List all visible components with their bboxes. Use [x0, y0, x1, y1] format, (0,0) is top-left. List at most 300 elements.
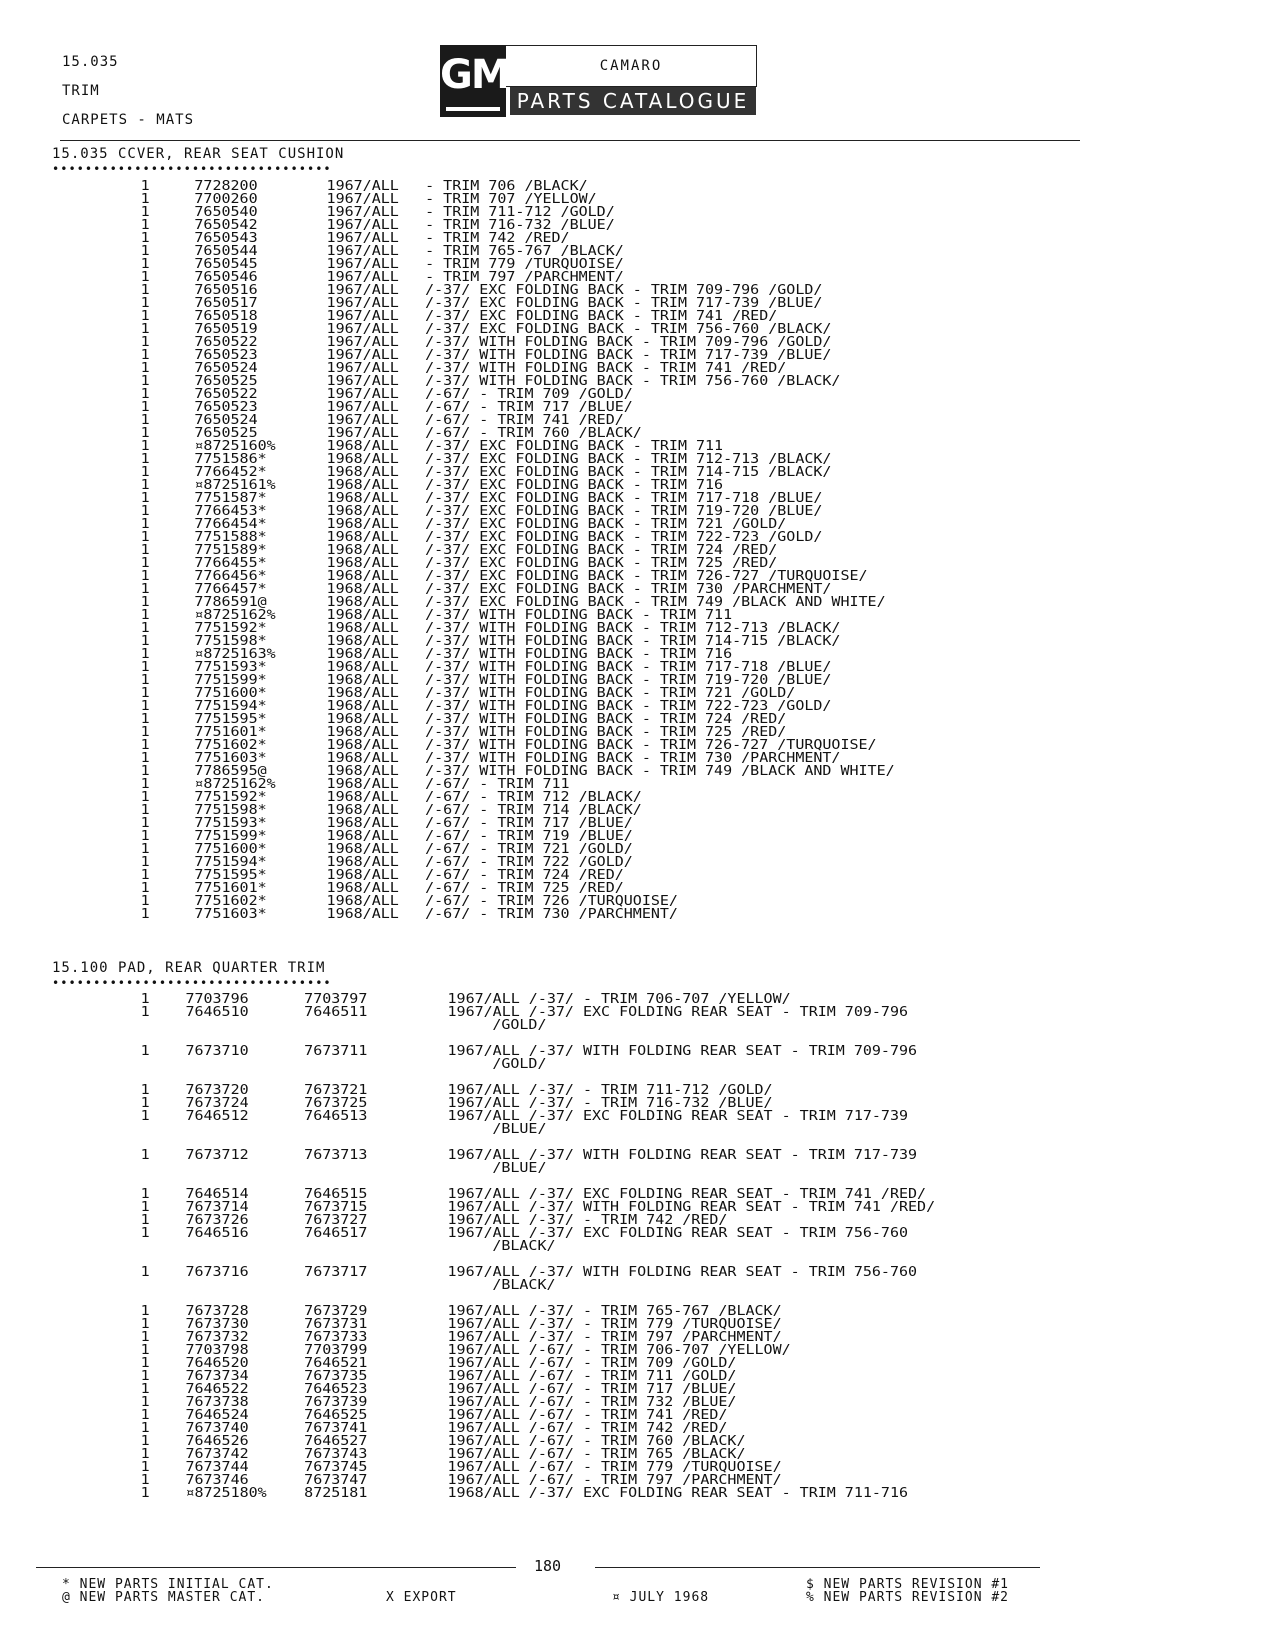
model-year: 1968/ALL — [326, 504, 399, 519]
model-year: 1967/ALL — [326, 270, 399, 285]
part-number: 7786595@ — [194, 764, 267, 779]
description: /-67/ - TRIM 741 /RED/ — [425, 413, 624, 428]
description: /-37/ WITH FOLDING BACK - TRIM 711 — [425, 608, 733, 623]
part-number: 7650543 — [194, 231, 258, 246]
quantity: 1 — [140, 283, 150, 298]
description: 1967/ALL /-67/ - TRIM 717 /BLUE/ — [447, 1382, 737, 1397]
quantity: 1 — [140, 1434, 150, 1449]
description: 1967/ALL /-37/ WITH FOLDING REAR SEAT - TRIM 756-760 — [447, 1265, 918, 1280]
model-year: 1968/ALL — [326, 634, 399, 649]
rh-part-number: 7646527 — [304, 1434, 368, 1449]
model-year: 1968/ALL — [326, 777, 399, 792]
model-year: 1968/ALL — [326, 595, 399, 610]
part-number: ¤8725162% — [194, 777, 276, 792]
description: 1967/ALL /-37/ EXC FOLDING REAR SEAT - TRIM 709-796 — [447, 1005, 909, 1020]
description: /-37/ EXC FOLDING BACK - TRIM 717-739 /BLUE/ — [425, 296, 823, 311]
description: /-37/ WITH FOLDING BACK - TRIM 756-760 /BLACK/ — [425, 374, 841, 389]
part-number: 7650545 — [194, 257, 258, 272]
lh-part-number: 7646526 — [185, 1434, 249, 1449]
rh-part-number: 7673747 — [304, 1473, 368, 1488]
description: 1967/ALL /-67/ - TRIM 741 /RED/ — [447, 1408, 728, 1423]
model-year: 1967/ALL — [326, 244, 399, 259]
part-number: 7650516 — [194, 283, 258, 298]
quantity: 1 — [140, 478, 150, 493]
page-number: 180 — [534, 1557, 562, 1575]
description: /-37/ EXC FOLDING BACK - TRIM 724 /RED/ — [425, 543, 778, 558]
header-section-number: 15.035 — [62, 54, 119, 70]
quantity: 1 — [140, 803, 150, 818]
lh-part-number: ¤8725180% — [185, 1486, 267, 1501]
gm-logo — [440, 45, 509, 117]
model-year: 1968/ALL — [326, 790, 399, 805]
lh-part-number: 7673730 — [185, 1317, 249, 1332]
header-subgroup: CARPETS - MATS — [62, 112, 195, 128]
quantity: 1 — [140, 855, 150, 870]
quantity: 1 — [140, 829, 150, 844]
quantity: 1 — [140, 452, 150, 467]
quantity: 1 — [140, 205, 150, 220]
lh-part-number: 7673712 — [185, 1148, 249, 1163]
part-number: 7751599* — [194, 673, 267, 688]
description-continuation: /BLACK/ — [492, 1278, 556, 1293]
quantity: 1 — [140, 790, 150, 805]
description: /-37/ WITH FOLDING BACK - TRIM 709-796 /GOLD/ — [425, 335, 832, 350]
lh-part-number: 7673742 — [185, 1447, 249, 1462]
quantity: 1 — [140, 673, 150, 688]
quantity: 1 — [140, 1304, 150, 1319]
model-year: 1968/ALL — [326, 764, 399, 779]
model-year: 1968/ALL — [326, 621, 399, 636]
quantity: 1 — [140, 322, 150, 337]
description-continuation: /BLUE/ — [492, 1161, 547, 1176]
part-number: 7751586* — [194, 452, 267, 467]
quantity: 1 — [140, 530, 150, 545]
model-year: 1968/ALL — [326, 868, 399, 883]
quantity: 1 — [140, 1395, 150, 1410]
model-year: 1967/ALL — [326, 335, 399, 350]
lh-part-number: 7673720 — [185, 1083, 249, 1098]
part-number: 7751593* — [194, 816, 267, 831]
quantity: 1 — [140, 1356, 150, 1371]
description: 1967/ALL /-37/ - TRIM 716-732 /BLUE/ — [447, 1096, 773, 1111]
model-year: 1967/ALL — [326, 348, 399, 363]
description: /-37/ EXC FOLDING BACK - TRIM 756-760 /BLACK/ — [425, 322, 832, 337]
part-number: 7766455* — [194, 556, 267, 571]
section-title-15100: 15.100 PAD, REAR QUARTER TRIM — [52, 960, 326, 976]
description: 1967/ALL /-67/ - TRIM 709 /GOLD/ — [447, 1356, 737, 1371]
part-number: 7766456* — [194, 569, 267, 584]
part-number: 7751600* — [194, 842, 267, 857]
quantity: 1 — [140, 1109, 150, 1124]
quantity: 1 — [140, 1343, 150, 1358]
description: - TRIM 742 /RED/ — [425, 231, 570, 246]
description: 1967/ALL /-37/ EXC FOLDING REAR SEAT - TRIM 741 /RED/ — [447, 1187, 927, 1202]
description: /-67/ - TRIM 726 /TURQUOISE/ — [425, 894, 678, 909]
part-number: 7700260 — [194, 192, 258, 207]
model-year: 1968/ALL — [326, 738, 399, 753]
quantity: 1 — [140, 400, 150, 415]
part-number: 7650522 — [194, 335, 258, 350]
part-number: 7650546 — [194, 270, 258, 285]
legend-revision-1: $ NEW PARTS REVISION #1 — [806, 1577, 1010, 1592]
model-year: 1968/ALL — [326, 907, 399, 922]
quantity: 1 — [140, 725, 150, 740]
model-year: 1968/ALL — [326, 842, 399, 857]
description-continuation: /GOLD/ — [492, 1018, 547, 1033]
lh-part-number: 7646516 — [185, 1226, 249, 1241]
part-number: 7650523 — [194, 400, 258, 415]
quantity: 1 — [140, 634, 150, 649]
rh-part-number: 7646511 — [304, 1005, 368, 1020]
quantity: 1 — [140, 348, 150, 363]
rh-part-number: 7673745 — [304, 1460, 368, 1475]
rh-part-number: 7673715 — [304, 1200, 368, 1215]
lh-part-number: 7703798 — [185, 1343, 249, 1358]
model-year: 1967/ALL — [326, 387, 399, 402]
quantity: 1 — [140, 361, 150, 376]
quantity: 1 — [140, 374, 150, 389]
model-year: 1968/ALL — [326, 881, 399, 896]
lh-part-number: 7646510 — [185, 1005, 249, 1020]
description: /-37/ EXC FOLDING BACK - TRIM 725 /RED/ — [425, 556, 778, 571]
part-number: 7650518 — [194, 309, 258, 324]
part-number: 7650524 — [194, 413, 258, 428]
part-number: 7751599* — [194, 829, 267, 844]
description: /-37/ WITH FOLDING BACK - TRIM 719-720 /BLUE/ — [425, 673, 832, 688]
rh-part-number: 7646521 — [304, 1356, 368, 1371]
quantity: 1 — [140, 868, 150, 883]
part-number: 7766452* — [194, 465, 267, 480]
lh-part-number: 7673732 — [185, 1330, 249, 1345]
quantity: 1 — [140, 1213, 150, 1228]
part-number: 7650517 — [194, 296, 258, 311]
description: /-67/ - TRIM 709 /GOLD/ — [425, 387, 633, 402]
legend-date: ¤ JULY 1968 — [612, 1590, 710, 1605]
model-year: 1967/ALL — [326, 374, 399, 389]
description: - TRIM 711-712 /GOLD/ — [425, 205, 615, 220]
part-number: 7650525 — [194, 426, 258, 441]
description: /-67/ - TRIM 724 /RED/ — [425, 868, 624, 883]
part-number: 7650522 — [194, 387, 258, 402]
part-number: 7751603* — [194, 751, 267, 766]
quantity: 1 — [140, 218, 150, 233]
description: /-37/ EXC FOLDING BACK - TRIM 716 — [425, 478, 724, 493]
quantity: 1 — [140, 1083, 150, 1098]
rh-part-number: 7673711 — [304, 1044, 368, 1059]
rh-part-number: 7673721 — [304, 1083, 368, 1098]
description: /-37/ EXC FOLDING BACK - TRIM 719-720 /BLUE/ — [425, 504, 823, 519]
model-year: 1967/ALL — [326, 413, 399, 428]
quantity: 1 — [140, 1265, 150, 1280]
quantity: 1 — [140, 387, 150, 402]
part-number: ¤8725161% — [194, 478, 276, 493]
quantity: 1 — [140, 1382, 150, 1397]
quantity: 1 — [140, 296, 150, 311]
description: 1967/ALL /-37/ WITH FOLDING REAR SEAT - TRIM 709-796 — [447, 1044, 918, 1059]
description: - TRIM 765-767 /BLACK/ — [425, 244, 624, 259]
description: /-67/ - TRIM 717 /BLUE/ — [425, 816, 633, 831]
description: /-67/ - TRIM 725 /RED/ — [425, 881, 624, 896]
description: /-37/ EXC FOLDING BACK - TRIM 726-727 /TURQUOISE/ — [425, 569, 868, 584]
lh-part-number: 7646512 — [185, 1109, 249, 1124]
description: 1967/ALL /-67/ - TRIM 742 /RED/ — [447, 1421, 728, 1436]
quantity: 1 — [140, 1369, 150, 1384]
part-number: 7751588* — [194, 530, 267, 545]
model-year: 1968/ALL — [326, 660, 399, 675]
quantity: 1 — [140, 1096, 150, 1111]
model-year: 1968/ALL — [326, 855, 399, 870]
part-number: 7751602* — [194, 894, 267, 909]
model-year: 1968/ALL — [326, 894, 399, 909]
model-year: 1968/ALL — [326, 686, 399, 701]
rh-part-number: 7673731 — [304, 1317, 368, 1332]
part-number: 7650524 — [194, 361, 258, 376]
description: /-37/ WITH FOLDING BACK - TRIM 726-727 /TURQUOISE/ — [425, 738, 877, 753]
model-year: 1968/ALL — [326, 751, 399, 766]
model-year: 1968/ALL — [326, 517, 399, 532]
quantity: 1 — [140, 257, 150, 272]
description: /-37/ EXC FOLDING BACK - TRIM 722-723 /GOLD/ — [425, 530, 823, 545]
part-number: 7751601* — [194, 725, 267, 740]
quantity: 1 — [140, 1473, 150, 1488]
part-number: 7650540 — [194, 205, 258, 220]
rh-part-number: 7703797 — [304, 992, 368, 1007]
quantity: 1 — [140, 1447, 150, 1462]
quantity: 1 — [140, 1330, 150, 1345]
description: /-37/ EXC FOLDING BACK - TRIM 730 /PARCHMENT/ — [425, 582, 832, 597]
quantity: 1 — [140, 777, 150, 792]
legend-export: X EXPORT — [386, 1590, 457, 1605]
part-number: ¤8725163% — [194, 647, 276, 662]
legend-new-initial: * NEW PARTS INITIAL CAT. — [62, 1577, 274, 1592]
quantity: 1 — [140, 517, 150, 532]
quantity: 1 — [140, 569, 150, 584]
model-year: 1968/ALL — [326, 530, 399, 545]
rh-part-number: 8725181 — [304, 1486, 368, 1501]
description: 1967/ALL /-37/ WITH FOLDING REAR SEAT - TRIM 741 /RED/ — [447, 1200, 936, 1215]
description: - TRIM 716-732 /BLUE/ — [425, 218, 615, 233]
rh-part-number: 7646515 — [304, 1187, 368, 1202]
part-number: 7751598* — [194, 634, 267, 649]
description: /-37/ WITH FOLDING BACK - TRIM 717-739 /BLUE/ — [425, 348, 832, 363]
model-year: 1967/ALL — [326, 257, 399, 272]
description: 1967/ALL /-37/ - TRIM 742 /RED/ — [447, 1213, 728, 1228]
description: - TRIM 797 /PARCHMENT/ — [425, 270, 624, 285]
rh-part-number: 7703799 — [304, 1343, 368, 1358]
model-year: 1967/ALL — [326, 400, 399, 415]
rh-part-number: 7673713 — [304, 1148, 368, 1163]
legend-new-master: @ NEW PARTS MASTER CAT. — [62, 1590, 266, 1605]
description: /-37/ WITH FOLDING BACK - TRIM 741 /RED/ — [425, 361, 787, 376]
quantity: 1 — [140, 595, 150, 610]
description: 1967/ALL /-37/ - TRIM 711-712 /GOLD/ — [447, 1083, 773, 1098]
rh-part-number: 7673739 — [304, 1395, 368, 1410]
model-year: 1968/ALL — [326, 569, 399, 584]
quantity: 1 — [140, 699, 150, 714]
model-year: 1968/ALL — [326, 816, 399, 831]
lh-part-number: 7673734 — [185, 1369, 249, 1384]
description: /-37/ EXC FOLDING BACK - TRIM 741 /RED/ — [425, 309, 778, 324]
quantity: 1 — [140, 1421, 150, 1436]
part-number: 7728200 — [194, 179, 258, 194]
quantity: 1 — [140, 556, 150, 571]
description: /-67/ - TRIM 719 /BLUE/ — [425, 829, 633, 844]
quantity: 1 — [140, 1486, 150, 1501]
model-year: 1968/ALL — [326, 465, 399, 480]
rh-part-number: 7673741 — [304, 1421, 368, 1436]
part-number: 7751602* — [194, 738, 267, 753]
gm-logo-text: GM — [440, 52, 509, 98]
lh-part-number: 7673738 — [185, 1395, 249, 1410]
quantity: 1 — [140, 244, 150, 259]
part-number: ¤8725162% — [194, 608, 276, 623]
lh-part-number: 7646522 — [185, 1382, 249, 1397]
quantity: 1 — [140, 1005, 150, 1020]
quantity: 1 — [140, 192, 150, 207]
quantity: 1 — [140, 992, 150, 1007]
description: 1967/ALL /-67/ - TRIM 797 /PARCHMENT/ — [447, 1473, 782, 1488]
model-year: 1968/ALL — [326, 543, 399, 558]
part-number: 7766457* — [194, 582, 267, 597]
model-year: 1968/ALL — [326, 582, 399, 597]
quantity: 1 — [140, 1226, 150, 1241]
model-year: 1968/ALL — [326, 725, 399, 740]
description: /-67/ - TRIM 760 /BLACK/ — [425, 426, 642, 441]
quantity: 1 — [140, 1460, 150, 1475]
legend-revision-2: % NEW PARTS REVISION #2 — [806, 1590, 1010, 1605]
model-year: 1968/ALL — [326, 478, 399, 493]
model-year: 1968/ALL — [326, 673, 399, 688]
model-year: 1967/ALL — [326, 192, 399, 207]
description: 1967/ALL /-37/ - TRIM 765-767 /BLACK/ — [447, 1304, 782, 1319]
model-year: 1968/ALL — [326, 556, 399, 571]
description: 1967/ALL /-67/ - TRIM 760 /BLACK/ — [447, 1434, 746, 1449]
part-number: 7751589* — [194, 543, 267, 558]
rh-part-number: 7673735 — [304, 1369, 368, 1384]
part-number: 7786591@ — [194, 595, 267, 610]
lh-part-number: 7703796 — [185, 992, 249, 1007]
model-year: 1968/ALL — [326, 439, 399, 454]
description: /-37/ WITH FOLDING BACK - TRIM 725 /RED/ — [425, 725, 787, 740]
rh-part-number: 7646523 — [304, 1382, 368, 1397]
header-group: TRIM — [62, 83, 100, 99]
quantity: 1 — [140, 1200, 150, 1215]
quantity: 1 — [140, 179, 150, 194]
lh-part-number: 7673710 — [185, 1044, 249, 1059]
description-continuation: /BLUE/ — [492, 1122, 547, 1137]
description: /-37/ WITH FOLDING BACK - TRIM 724 /RED/ — [425, 712, 787, 727]
description: 1968/ALL /-37/ EXC FOLDING REAR SEAT - TRIM 711-716 — [447, 1486, 909, 1501]
quantity: 1 — [140, 816, 150, 831]
quantity: 1 — [140, 686, 150, 701]
quantity: 1 — [140, 1317, 150, 1332]
quantity: 1 — [140, 439, 150, 454]
description: /-67/ - TRIM 717 /BLUE/ — [425, 400, 633, 415]
description: 1967/ALL /-67/ - TRIM 732 /BLUE/ — [447, 1395, 737, 1410]
quantity: 1 — [140, 335, 150, 350]
description: 1967/ALL /-37/ EXC FOLDING REAR SEAT - TRIM 717-739 — [447, 1109, 909, 1124]
description-continuation: /GOLD/ — [492, 1057, 547, 1072]
quantity: 1 — [140, 543, 150, 558]
quantity: 1 — [140, 894, 150, 909]
description: /-37/ EXC FOLDING BACK - TRIM 711 — [425, 439, 724, 454]
description: /-37/ EXC FOLDING BACK - TRIM 712-713 /BLACK/ — [425, 452, 832, 467]
rh-part-number: 7673733 — [304, 1330, 368, 1345]
description: /-67/ - TRIM 711 — [425, 777, 570, 792]
section-title-15035: 15.035 CCVER, REAR SEAT CUSHION — [52, 146, 345, 162]
quantity: 1 — [140, 647, 150, 662]
description: /-37/ WITH FOLDING BACK - TRIM 722-723 /GOLD/ — [425, 699, 832, 714]
model-year: 1967/ALL — [326, 309, 399, 324]
header-rule — [60, 140, 1080, 141]
model-year: 1967/ALL — [326, 179, 399, 194]
part-number: 7766454* — [194, 517, 267, 532]
quantity: 1 — [140, 764, 150, 779]
part-number: 7751603* — [194, 907, 267, 922]
lh-part-number: 7673726 — [185, 1213, 249, 1228]
part-number: 7751601* — [194, 881, 267, 896]
lh-part-number: 7673740 — [185, 1421, 249, 1436]
part-number: 7751592* — [194, 621, 267, 636]
lh-part-number: 7673714 — [185, 1200, 249, 1215]
part-number: 7650519 — [194, 322, 258, 337]
quantity: 1 — [140, 231, 150, 246]
part-number: 7650523 — [194, 348, 258, 363]
section-dots-15100: •••••••••••••••••••••••••••••••••• — [52, 976, 332, 990]
catalogue-logo — [440, 45, 758, 117]
description: 1967/ALL /-37/ - TRIM 706-707 /YELLOW/ — [447, 992, 791, 1007]
part-number: 7751593* — [194, 660, 267, 675]
description: - TRIM 706 /BLACK/ — [425, 179, 588, 194]
model-year: 1967/ALL — [326, 322, 399, 337]
part-number: 7751587* — [194, 491, 267, 506]
model-year: 1967/ALL — [326, 231, 399, 246]
model-year: 1967/ALL — [326, 296, 399, 311]
quantity: 1 — [140, 504, 150, 519]
part-number: 7751595* — [194, 868, 267, 883]
description-continuation: /BLACK/ — [492, 1239, 556, 1254]
description: /-37/ WITH FOLDING BACK - TRIM 730 /PARCHMENT/ — [425, 751, 841, 766]
rh-part-number: 7673725 — [304, 1096, 368, 1111]
quantity: 1 — [140, 1408, 150, 1423]
part-number: 7751595* — [194, 712, 267, 727]
description: 1967/ALL /-67/ - TRIM 711 /GOLD/ — [447, 1369, 737, 1384]
part-number: 7751592* — [194, 790, 267, 805]
description: 1967/ALL /-37/ WITH FOLDING REAR SEAT - TRIM 717-739 — [447, 1148, 918, 1163]
quantity: 1 — [140, 1148, 150, 1163]
footer-rule-left — [36, 1567, 516, 1568]
description: 1967/ALL /-67/ - TRIM 765 /BLACK/ — [447, 1447, 746, 1462]
rh-part-number: 7646517 — [304, 1226, 368, 1241]
quantity: 1 — [140, 1044, 150, 1059]
part-number: 7751598* — [194, 803, 267, 818]
lh-part-number: 7673746 — [185, 1473, 249, 1488]
description: /-37/ EXC FOLDING BACK - TRIM 749 /BLACK AND WHITE/ — [425, 595, 886, 610]
lh-part-number: 7646524 — [185, 1408, 249, 1423]
description: /-67/ - TRIM 722 /GOLD/ — [425, 855, 633, 870]
description: 1967/ALL /-67/ - TRIM 779 /TURQUOISE/ — [447, 1460, 782, 1475]
quantity: 1 — [140, 660, 150, 675]
model-year: 1968/ALL — [326, 608, 399, 623]
quantity: 1 — [140, 1187, 150, 1202]
quantity: 1 — [140, 491, 150, 506]
lh-part-number: 7673744 — [185, 1460, 249, 1475]
lh-part-number: 7673724 — [185, 1096, 249, 1111]
description: - TRIM 779 /TURQUOISE/ — [425, 257, 624, 272]
section-dots-15035: •••••••••••••••••••••••••••••••••• — [52, 162, 332, 176]
quantity: 1 — [140, 465, 150, 480]
description: /-37/ EXC FOLDING BACK - TRIM 721 /GOLD/ — [425, 517, 787, 532]
